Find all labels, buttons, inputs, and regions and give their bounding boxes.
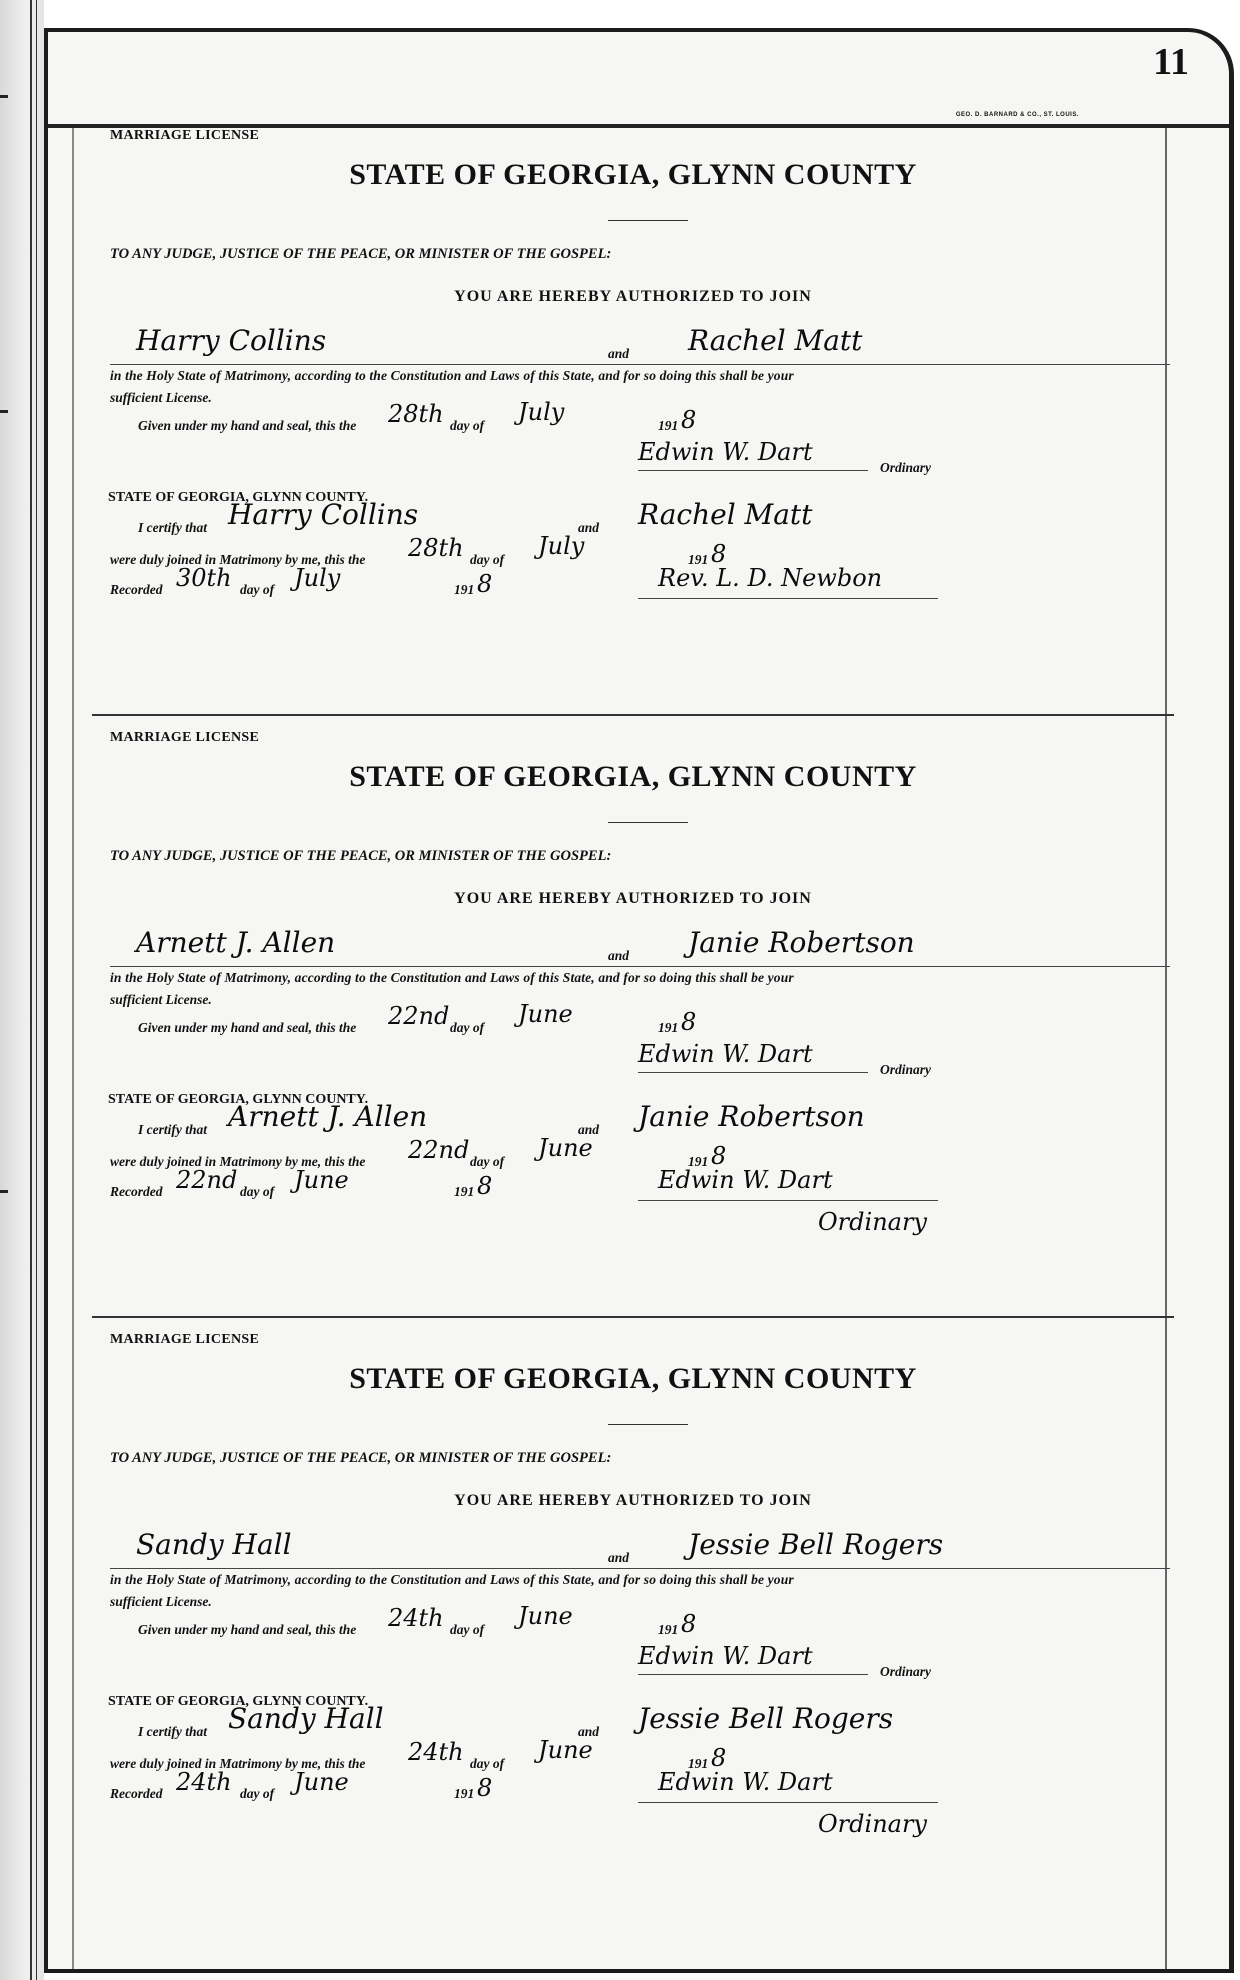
joined-year-prefix: 191: [688, 1756, 709, 1771]
groom-name: Arnett J. Allen: [136, 926, 336, 959]
recorded-month: July: [294, 564, 341, 592]
authorized-text: YOU ARE HEREBY AUTHORIZED TO JOIN: [454, 288, 812, 305]
holy-state-text: in the Holy State of Matrimony, according to the Constitution and Laws of this State, and for so doing this shall be your: [110, 368, 794, 383]
license-signature: Edwin W. Dart: [638, 1040, 813, 1068]
ledger-page: [44, 28, 1234, 1973]
bride-name: Janie Robertson: [688, 926, 915, 959]
license-day: 24th: [388, 1604, 444, 1632]
title-rule: [608, 1424, 688, 1425]
given-under-text: Given under my hand and seal, this the: [138, 418, 357, 433]
license-month: June: [518, 1000, 573, 1028]
spine-mark: [0, 1190, 8, 1193]
cert-and-label: and: [578, 520, 600, 535]
sufficient-license-text: sufficient License.: [110, 992, 212, 1007]
left-margin-rule: [72, 128, 74, 1969]
license-year-digit: 8: [681, 406, 697, 434]
given-under-text: Given under my hand and seal, this the: [138, 1622, 357, 1637]
names-underline: [110, 966, 1170, 967]
i-certify-text: I certify that: [138, 1724, 207, 1739]
recorded-year-digit: 8: [477, 1172, 493, 1200]
year-prefix: 191: [658, 418, 679, 433]
sufficient-license-text: sufficient License.: [110, 390, 212, 405]
recorded-day-of-label: day of: [240, 1786, 275, 1801]
to-any-judge-text: TO ANY JUDGE, JUSTICE OF THE PEACE, OR MINISTER OF THE GOSPEL:: [110, 246, 612, 262]
joined-day-of-label: day of: [470, 1154, 505, 1169]
marriage-record-1: [98, 128, 1168, 730]
recorded-day-of-label: day of: [240, 582, 275, 597]
recorded-month: June: [294, 1768, 349, 1796]
joined-day: 28th: [408, 534, 464, 562]
authorized-text: YOU ARE HEREBY AUTHORIZED TO JOIN: [454, 1492, 812, 1509]
cert-bride-name: Jessie Bell Rogers: [638, 1702, 894, 1735]
cert-groom-name: Harry Collins: [228, 498, 419, 531]
and-label: and: [608, 948, 630, 963]
holy-state-text: in the Holy State of Matrimony, according to the Constitution and Laws of this State, and for so doing this shall be your: [110, 1572, 794, 1587]
recorded-label: Recorded: [110, 1786, 163, 1801]
license-title: STATE OF GEORGIA, GLYNN COUNTY: [349, 1362, 917, 1395]
joined-day-of-label: day of: [470, 552, 505, 567]
duly-joined-text: were duly joined in Matrimony by me, this the: [110, 1154, 366, 1169]
i-certify-text: I certify that: [138, 1122, 207, 1137]
marriage-license-label: MARRIAGE LICENSE: [110, 128, 260, 143]
spine-line: [36, 0, 37, 1980]
license-title: STATE OF GEORGIA, GLYNN COUNTY: [349, 158, 917, 191]
license-day: 22nd: [388, 1002, 450, 1030]
holy-state-text: in the Holy State of Matrimony, according to the Constitution and Laws of this State, and for so doing this shall be your: [110, 970, 794, 985]
ordinary-label: Ordinary: [880, 1062, 932, 1077]
recorded-day: 22nd: [176, 1166, 238, 1194]
bride-name: Rachel Matt: [688, 324, 863, 357]
recorded-year-digit: 8: [477, 570, 493, 598]
duly-joined-text: were duly joined in Matrimony by me, this the: [110, 1756, 366, 1771]
license-month: July: [518, 398, 565, 426]
year-prefix: 191: [658, 1622, 679, 1637]
marriage-license-label: MARRIAGE LICENSE: [110, 730, 260, 745]
title-rule: [608, 220, 688, 221]
year-prefix: 191: [658, 1020, 679, 1035]
recorded-month: June: [294, 1166, 349, 1194]
officiant-title: Ordinary: [818, 1810, 927, 1838]
joined-year-digit: 8: [711, 540, 727, 568]
joined-year-prefix: 191: [688, 552, 709, 567]
license-signature: Edwin W. Dart: [638, 1642, 813, 1670]
license-month: June: [518, 1602, 573, 1630]
spine-mark: [0, 410, 8, 413]
to-any-judge-text: TO ANY JUDGE, JUSTICE OF THE PEACE, OR MINISTER OF THE GOSPEL:: [110, 848, 612, 864]
day-of-label: day of: [450, 1622, 485, 1637]
joined-year-digit: 8: [711, 1744, 727, 1772]
recorded-year-prefix: 191: [454, 1184, 475, 1199]
recorded-label: Recorded: [110, 582, 163, 597]
marriage-record-3: [98, 1332, 1168, 1934]
cert-bride-name: Rachel Matt: [638, 498, 813, 531]
officiant-title: Ordinary: [818, 1208, 927, 1236]
recorded-day: 24th: [176, 1768, 232, 1796]
joined-day: 22nd: [408, 1136, 470, 1164]
cert-bride-name: Janie Robertson: [638, 1100, 865, 1133]
officiant-underline: [638, 1200, 938, 1201]
license-year-digit: 8: [681, 1610, 697, 1638]
day-of-label: day of: [450, 418, 485, 433]
signature-underline: [638, 1072, 868, 1073]
groom-name: Sandy Hall: [136, 1528, 292, 1561]
joined-day-of-label: day of: [470, 1756, 505, 1771]
officiant-underline: [638, 598, 938, 599]
license-title: STATE OF GEORGIA, GLYNN COUNTY: [349, 760, 917, 793]
cert-groom-name: Sandy Hall: [228, 1702, 384, 1735]
groom-name: Harry Collins: [136, 324, 327, 357]
duly-joined-text: were duly joined in Matrimony by me, this the: [110, 552, 366, 567]
joined-year-digit: 8: [711, 1142, 727, 1170]
cert-and-label: and: [578, 1122, 600, 1137]
printer-imprint: GEO. D. BARNARD & CO., ST. LOUIS.: [955, 112, 1079, 118]
i-certify-text: I certify that: [138, 520, 207, 535]
marriage-record-2: [98, 730, 1168, 1332]
signature-underline: [638, 1674, 868, 1675]
and-label: and: [608, 346, 630, 361]
names-underline: [110, 1568, 1170, 1569]
officiant-signature: Rev. L. D. Newbon: [658, 564, 883, 592]
record-divider: [92, 1316, 1174, 1318]
recorded-day-of-label: day of: [240, 1184, 275, 1199]
recorded-label: Recorded: [110, 1184, 163, 1199]
officiant-signature: Edwin W. Dart: [658, 1166, 833, 1194]
recorded-day: 30th: [176, 564, 232, 592]
names-underline: [110, 364, 1170, 365]
page-number: 11: [1153, 41, 1189, 83]
cert-and-label: and: [578, 1724, 600, 1739]
joined-month: June: [538, 1736, 593, 1764]
given-under-text: Given under my hand and seal, this the: [138, 1020, 357, 1035]
joined-day: 24th: [408, 1738, 464, 1766]
ordinary-label: Ordinary: [880, 460, 932, 475]
spine-line: [30, 0, 32, 1980]
officiant-signature: Edwin W. Dart: [658, 1768, 833, 1796]
bride-name: Jessie Bell Rogers: [688, 1528, 944, 1561]
to-any-judge-text: TO ANY JUDGE, JUSTICE OF THE PEACE, OR MINISTER OF THE GOSPEL:: [110, 1450, 612, 1466]
record-divider: [92, 714, 1174, 716]
recorded-year-digit: 8: [477, 1774, 493, 1802]
joined-year-prefix: 191: [688, 1154, 709, 1169]
marriage-license-label: MARRIAGE LICENSE: [110, 1332, 260, 1347]
cert-groom-name: Arnett J. Allen: [228, 1100, 428, 1133]
spine-mark: [0, 95, 8, 98]
recorded-year-prefix: 191: [454, 1786, 475, 1801]
sufficient-license-text: sufficient License.: [110, 1594, 212, 1609]
certificate-title: STATE OF GEORGIA, GLYNN COUNTY.: [108, 1694, 369, 1709]
and-label: and: [608, 1550, 630, 1565]
ordinary-label: Ordinary: [880, 1664, 932, 1679]
license-year-digit: 8: [681, 1008, 697, 1036]
authorized-text: YOU ARE HEREBY AUTHORIZED TO JOIN: [454, 890, 812, 907]
certificate-title: STATE OF GEORGIA, GLYNN COUNTY.: [108, 1092, 369, 1107]
joined-month: June: [538, 1134, 593, 1162]
title-rule: [608, 822, 688, 823]
officiant-underline: [638, 1802, 938, 1803]
license-day: 28th: [388, 400, 444, 428]
joined-month: July: [538, 532, 585, 560]
signature-underline: [638, 470, 868, 471]
day-of-label: day of: [450, 1020, 485, 1035]
recorded-year-prefix: 191: [454, 582, 475, 597]
book-spine: [0, 0, 44, 1980]
certificate-title: STATE OF GEORGIA, GLYNN COUNTY.: [108, 490, 369, 505]
license-signature: Edwin W. Dart: [638, 438, 813, 466]
